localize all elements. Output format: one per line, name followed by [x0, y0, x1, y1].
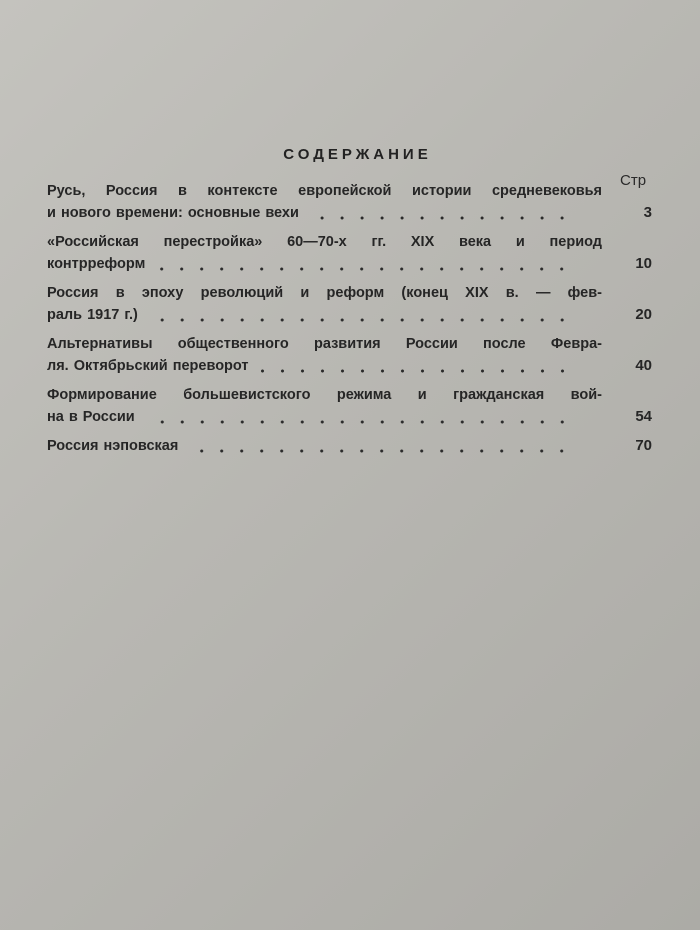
- toc-entry-text: Русь, Россия в контексте европейской истории средневековья: [47, 183, 602, 199]
- toc-entry-line: [47, 333, 652, 355]
- page-column-label: Стр: [620, 172, 647, 189]
- toc-entry-line: [47, 304, 652, 326]
- toc-page-number: 70: [635, 437, 652, 454]
- table-of-contents: [47, 180, 652, 464]
- toc-entry-text: Альтернативы общественного развития России после Февра-: [47, 336, 602, 352]
- toc-entry: [47, 384, 652, 428]
- toc-entry-text: контрреформ: [47, 256, 146, 272]
- dot-leader: [190, 448, 572, 454]
- toc-entry-text: Россия в эпоху революций и реформ (конец XIX в. — фев-: [47, 285, 602, 301]
- toc-entry-line: [47, 253, 652, 275]
- toc-page-number: 54: [635, 408, 652, 425]
- toc-page-number: 3: [643, 204, 652, 221]
- dot-leader: [150, 317, 572, 323]
- toc-entry: [47, 180, 652, 224]
- toc-entry-line: [47, 180, 652, 202]
- dot-leader: [261, 368, 572, 374]
- toc-entry-line: [47, 406, 652, 428]
- dot-leader: [311, 215, 572, 221]
- toc-entry-text: и нового времени: основные вехи: [47, 205, 299, 221]
- toc-entry-line: [47, 384, 652, 406]
- toc-entry-line: [47, 231, 652, 253]
- dot-leader: [147, 419, 572, 425]
- toc-entry: [47, 333, 652, 377]
- toc-entry-text: на в России: [47, 409, 135, 425]
- toc-entry-line: [47, 282, 652, 304]
- toc-entry: [47, 435, 652, 457]
- toc-entry-text: Россия нэповская: [47, 438, 179, 454]
- dot-leader: [157, 266, 572, 272]
- toc-entry: [47, 231, 652, 275]
- toc-page-number: 10: [635, 255, 652, 272]
- toc-page-number: 20: [635, 306, 652, 323]
- toc-entry-line: [47, 202, 652, 224]
- toc-entry-text: Формирование большевистского режима и гражданская вой-: [47, 387, 602, 403]
- toc-entry: [47, 282, 652, 326]
- toc-heading: СОДЕРЖАНИЕ: [283, 146, 432, 163]
- toc-entry-text: раль 1917 г.): [47, 307, 138, 323]
- toc-entry-text: ля. Октябрьский переворот: [47, 358, 249, 374]
- toc-entry-line: [47, 355, 652, 377]
- toc-entry-line: [47, 435, 652, 457]
- toc-entry-text: «Российская перестройка» 60—70-х гг. XIX века и период: [47, 234, 602, 250]
- toc-page-number: 40: [635, 357, 652, 374]
